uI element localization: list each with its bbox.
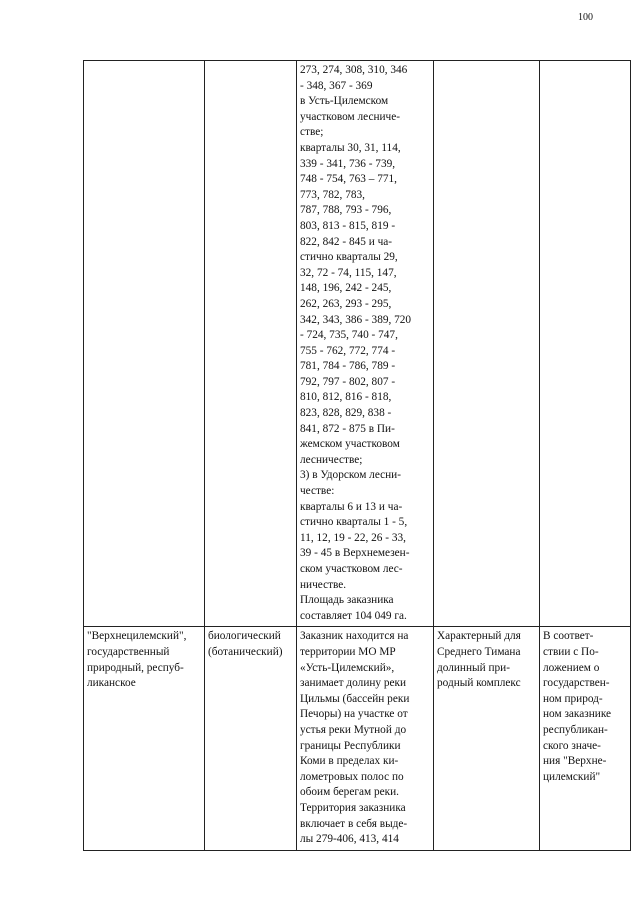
table-cell-purpose — [434, 61, 540, 627]
table-cell-name: "Верхнецилемский", государственный природный, респуб- ликанское — [84, 627, 205, 850]
reserves-table — [83, 60, 631, 851]
page-number: 100 — [578, 12, 593, 23]
table-cell-profile: биологический (ботанический) — [205, 627, 297, 850]
table-row — [84, 627, 631, 850]
table-row — [84, 61, 631, 627]
table-cell-purpose: Характерный для Среднего Тимана долинный при- родный комплекс — [434, 627, 540, 850]
table-cell-regulation — [540, 61, 631, 627]
table-cell-profile — [205, 61, 297, 627]
table-cell-regulation: В соответ- ствии с По- ложением о государствен- ном природ- ном заказнике республикан- ского значе- ния "Верхне- цилемский" — [540, 627, 631, 850]
table-cell-name — [84, 61, 205, 627]
table-cell-location: 273, 274, 308, 310, 346 - 348, 367 - 369 в Усть-Цилемском участковом лесниче- стве; кварталы 30, 31, 114, 339 - 341, 736 - 739, 748 - 754, 763 – 771, 773, 782, 783, 787, 788, 793 - 796, 803, 813 - 815, 819 - 822, 842 - 845 и ча- стично кварталы 29, 32, 72 - 74, 115, 147, 148, 196, 242 - 245, 262, 263, 293 - 295, 342, 343, 386 - 389, 720 - 724, 735, 740 - 747, 755 - 762, 772, 774 - 781, 784 - 786, 789 - 792, 797 - 802, 807 - 810, 812, 816 - 818, 823, 828, 829, 838 - 841, 872 - 875 в Пи- жемском участковом лесничестве; 3) в Удорском лесни- честве: кварталы 6 и 13 и ча- стично кварталы 1 - 5, 11, 12, 19 - 22, 26 - 33, 39 - 45 в Верхнемезен- ском участковом лес- ничестве. Площадь заказника составляет 104 049 га. — [297, 61, 434, 627]
table-cell-location: Заказник находится на территории МО МР «Усть-Цилемский», занимает долину реки Цильмы (бассейн реки Печоры) на участке от устья реки Мутной до границы Республики Коми в пределах ки- лометровых полос по обоим берегам реки. Территория заказника включает в себя выде- лы 279-406, 413, 414 — [297, 627, 434, 850]
